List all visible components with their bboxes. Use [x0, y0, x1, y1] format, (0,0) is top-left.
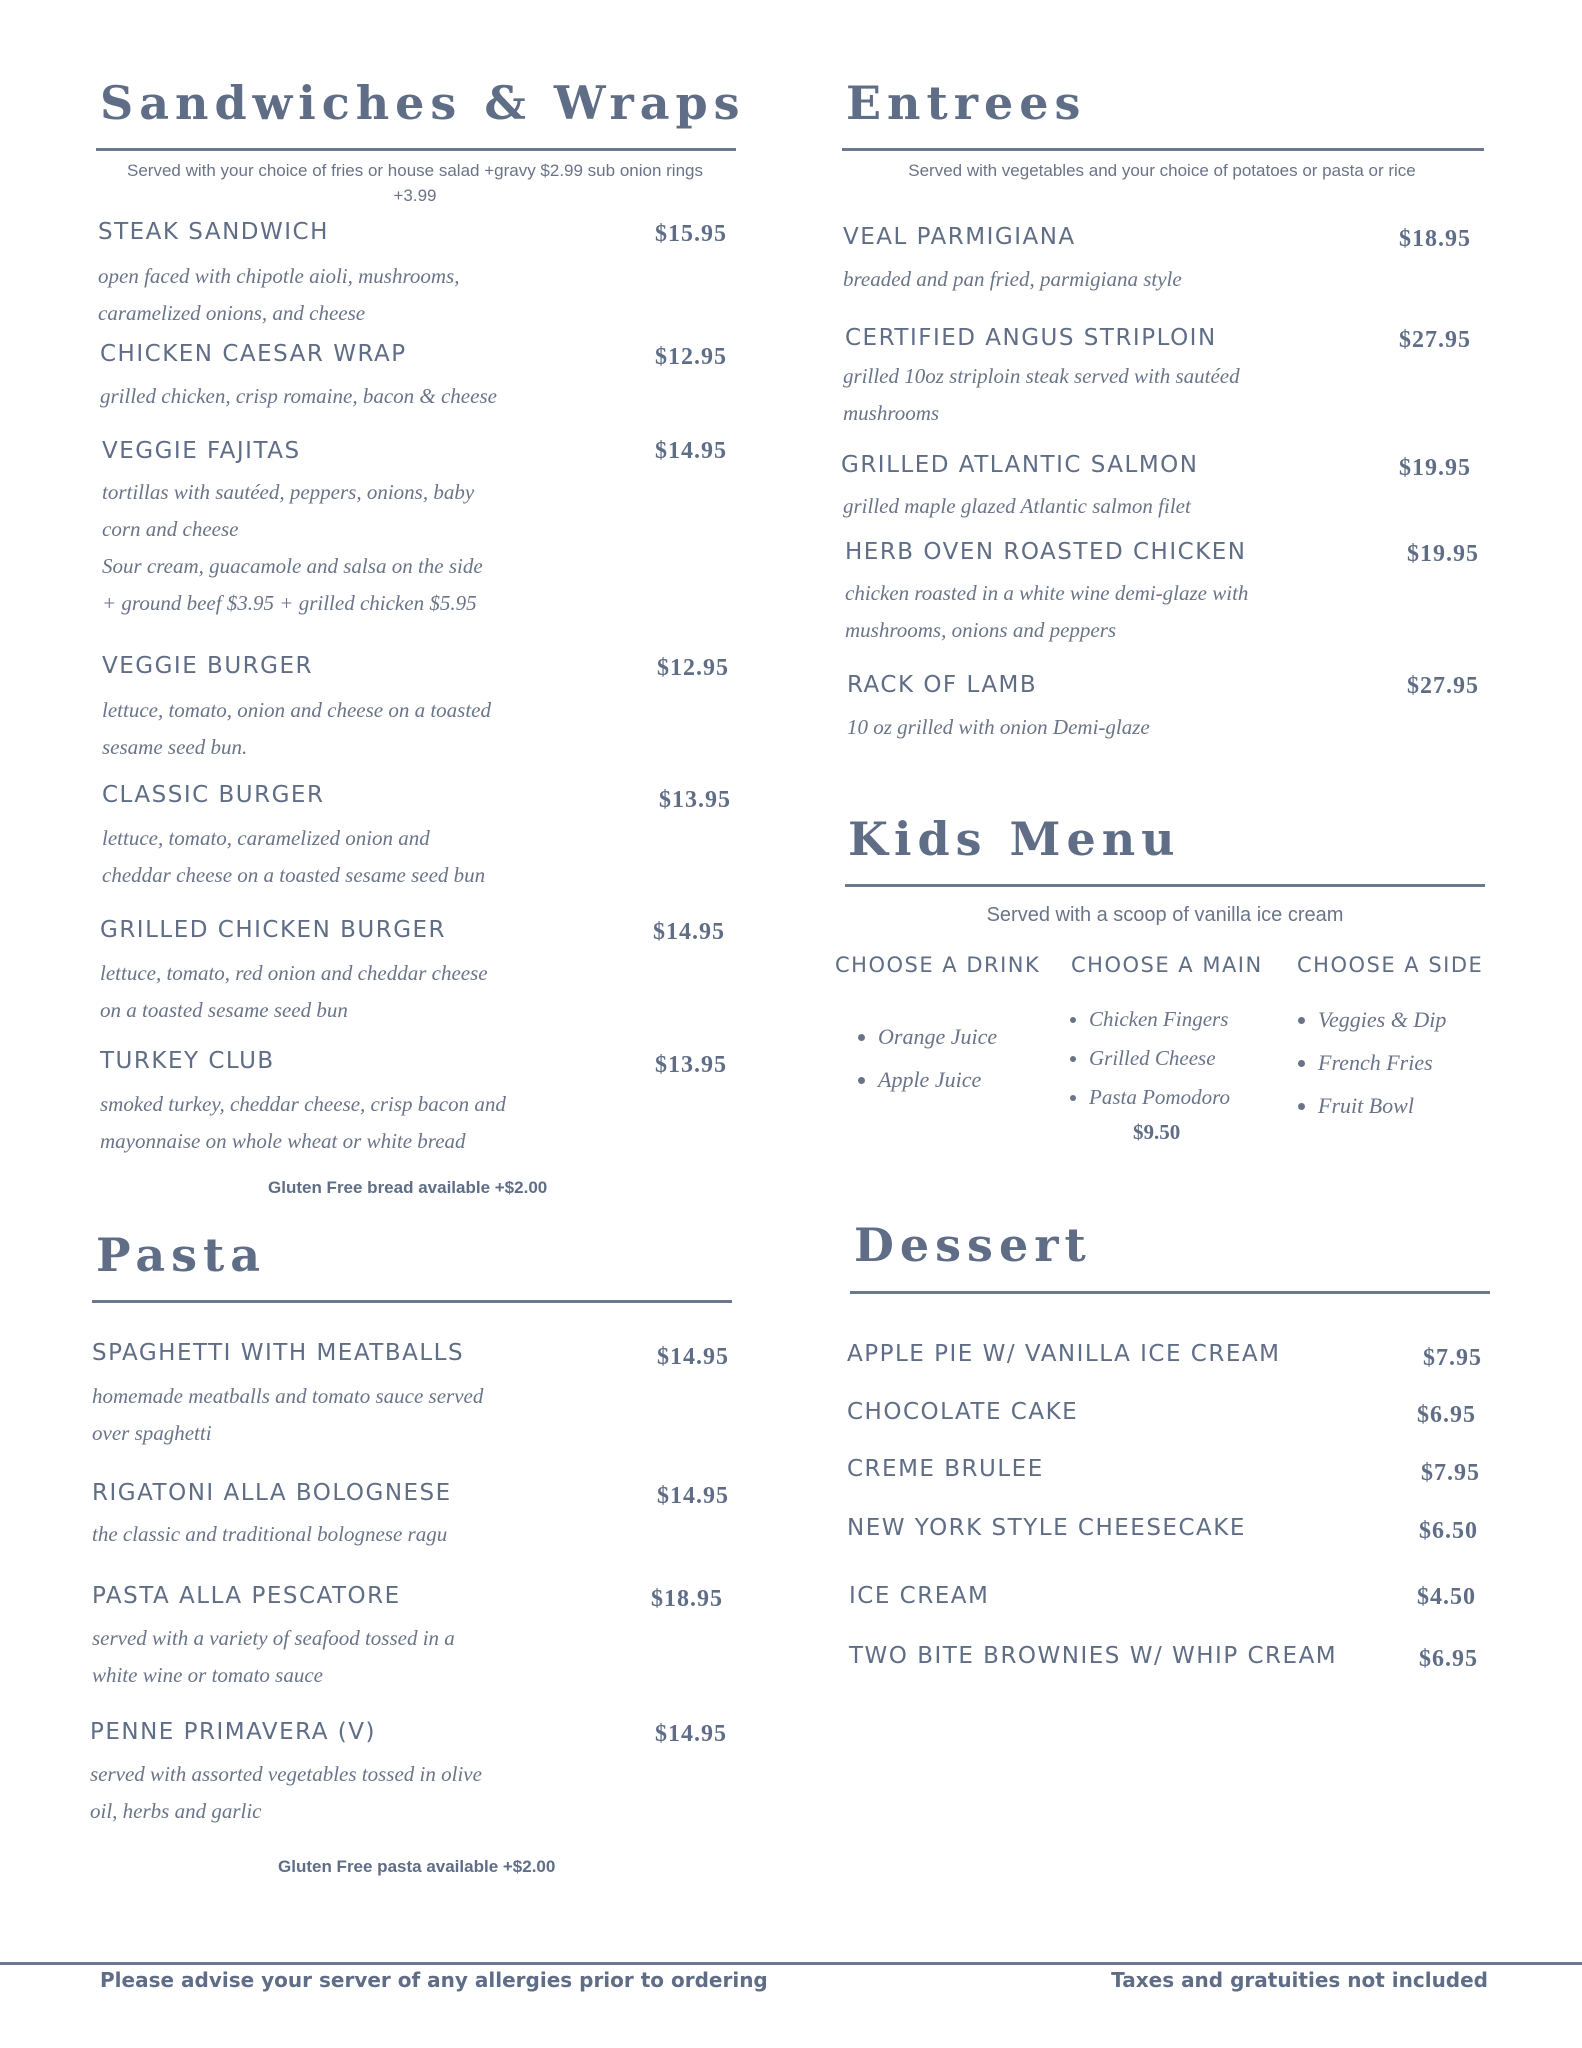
list-item: • Apple Juice: [878, 1058, 997, 1101]
item-price: $14.95: [655, 1721, 727, 1747]
item-price: $13.95: [659, 787, 731, 813]
item-description: lettuce, tomato, onion and cheese on a toasted sesame seed bun.: [102, 698, 492, 759]
item-name: VEGGIE FAJITAS: [102, 438, 301, 464]
list-item: • Pasta Pomodoro: [1089, 1078, 1230, 1117]
item-name: NEW YORK STYLE CHEESECAKE: [847, 1515, 1246, 1541]
item-name: PASTA ALLA PESCATORE: [92, 1583, 401, 1609]
item-description: grilled maple glazed Atlantic salmon filet: [843, 494, 1191, 518]
item-price: $14.95: [657, 1483, 729, 1509]
item-price: $7.95: [1421, 1460, 1480, 1486]
entrees-note: Served with vegetables and your choice of potatoes or pasta or rice: [908, 161, 1416, 180]
item-name: PENNE PRIMAVERA (V): [90, 1719, 376, 1745]
item-name: GRILLED ATLANTIC SALMON: [841, 452, 1199, 478]
item-price: $6.50: [1419, 1518, 1478, 1544]
item-name: HERB OVEN ROASTED CHICKEN: [845, 539, 1247, 565]
kids-drink-heading: CHOOSE A DRINK: [835, 953, 1041, 977]
list-item: • Veggies & Dip: [1318, 998, 1446, 1041]
item-name: ICE CREAM: [849, 1583, 990, 1609]
item-price: $19.95: [1407, 541, 1479, 567]
sandwiches-divider: [96, 148, 736, 151]
item-description: open faced with chipotle aioli, mushrooms, caramelized onions, and cheese: [98, 264, 460, 325]
kids-menu-price: $9.50: [1133, 1120, 1181, 1144]
sandwiches-note: Served with your choice of fries or house salad +gravy $2.99 sub onion rings +3.99: [127, 161, 703, 205]
item-name: GRILLED CHICKEN BURGER: [100, 917, 447, 943]
item-name: APPLE PIE W/ VANILLA ICE CREAM: [847, 1341, 1281, 1367]
item-price: $18.95: [1399, 226, 1471, 252]
item-description: smoked turkey, cheddar cheese, crisp bacon and mayonnaise on whole wheat or white bread: [100, 1092, 506, 1153]
footer-allergy-note: Please advise your server of any allergies prior to ordering: [100, 1968, 768, 1992]
item-description: homemade meatballs and tomato sauce served over spaghetti: [92, 1384, 484, 1445]
list-item: • Chicken Fingers: [1089, 1000, 1230, 1039]
item-description: grilled 10oz striploin steak served with sautéed mushrooms: [843, 364, 1240, 425]
item-name: RIGATONI ALLA BOLOGNESE: [92, 1480, 452, 1506]
item-description: served with assorted vegetables tossed in olive oil, herbs and garlic: [90, 1762, 482, 1823]
list-item: • French Fries: [1318, 1041, 1446, 1084]
dessert-divider: [850, 1291, 1490, 1294]
item-name: SPAGHETTI WITH MEATBALLS: [92, 1340, 465, 1366]
item-price: $18.95: [651, 1586, 723, 1612]
footer-taxes-note: Taxes and gratuities not included: [1111, 1968, 1488, 1992]
item-price: $13.95: [655, 1052, 727, 1078]
list-item: • Orange Juice: [878, 1015, 997, 1058]
item-price: $7.95: [1423, 1345, 1482, 1371]
kids-main-list: [1061, 1000, 1230, 1117]
item-description: chicken roasted in a white wine demi-glaze with mushrooms, onions and peppers: [845, 581, 1249, 642]
dessert-title: Dessert: [854, 1218, 1092, 1272]
item-price: $4.50: [1417, 1584, 1476, 1610]
list-item: • Fruit Bowl: [1318, 1084, 1446, 1127]
item-price: $27.95: [1407, 673, 1479, 699]
item-name: VEGGIE BURGER: [102, 653, 313, 679]
item-price: $14.95: [653, 919, 725, 945]
item-name: TURKEY CLUB: [100, 1048, 275, 1074]
item-description: grilled chicken, crisp romaine, bacon & cheese: [100, 384, 497, 408]
pasta-divider: [92, 1300, 732, 1303]
item-name: STEAK SANDWICH: [98, 219, 329, 245]
item-price: $6.95: [1417, 1402, 1476, 1428]
gluten-free-bread-note: Gluten Free bread available +$2.00: [268, 1178, 548, 1197]
item-description: lettuce, tomato, caramelized onion and cheddar cheese on a toasted sesame seed bun: [102, 826, 486, 887]
item-price: $14.95: [657, 1344, 729, 1370]
gluten-free-pasta-note: Gluten Free pasta available +$2.00: [278, 1857, 556, 1876]
item-description: breaded and pan fried, parmigiana style: [843, 267, 1182, 291]
item-price: $6.95: [1419, 1646, 1478, 1672]
item-price: $12.95: [657, 655, 729, 681]
kids-menu-title: Kids Menu: [848, 812, 1181, 866]
item-name: CLASSIC BURGER: [102, 782, 325, 808]
item-name: VEAL PARMIGIANA: [843, 224, 1076, 250]
list-item: • Grilled Cheese: [1089, 1039, 1230, 1078]
kids-side-heading: CHOOSE A SIDE: [1297, 953, 1484, 977]
item-description: served with a variety of seafood tossed in a white wine or tomato sauce: [92, 1626, 455, 1687]
item-name: CERTIFIED ANGUS STRIPLOIN: [845, 325, 1217, 351]
item-description: lettuce, tomato, red onion and cheddar cheese on a toasted sesame seed bun: [100, 961, 488, 1022]
sandwiches-title: Sandwiches & Wraps: [100, 76, 746, 130]
pasta-title: Pasta: [96, 1228, 267, 1282]
footer-divider: [0, 1962, 1582, 1965]
kids-drink-list: [850, 1015, 997, 1101]
kids-menu-divider: [845, 884, 1485, 887]
item-price: $12.95: [655, 344, 727, 370]
item-description: the classic and traditional bolognese ragu: [92, 1522, 448, 1546]
item-price: $19.95: [1399, 455, 1471, 481]
item-price: $27.95: [1399, 327, 1471, 353]
kids-menu-note: Served with a scoop of vanilla ice cream: [986, 904, 1344, 926]
item-name: CREME BRULEE: [847, 1456, 1044, 1482]
item-name: RACK OF LAMB: [847, 672, 1038, 698]
item-description: tortillas with sautéed, peppers, onions, baby corn and cheese Sour cream, guacamole and salsa on the side + ground beef $3.95 + grilled chicken $5.95: [102, 480, 483, 615]
item-price: $15.95: [655, 221, 727, 247]
kids-main-heading: CHOOSE A MAIN: [1071, 953, 1263, 977]
kids-side-list: [1290, 998, 1446, 1127]
item-name: CHOCOLATE CAKE: [847, 1399, 1079, 1425]
item-name: CHICKEN CAESAR WRAP: [100, 341, 407, 367]
item-description: 10 oz grilled with onion Demi-glaze: [847, 715, 1150, 739]
item-price: $14.95: [655, 438, 727, 464]
item-name: TWO BITE BROWNIES W/ WHIP CREAM: [849, 1643, 1338, 1669]
entrees-divider: [842, 148, 1484, 151]
entrees-title: Entrees: [846, 76, 1087, 130]
